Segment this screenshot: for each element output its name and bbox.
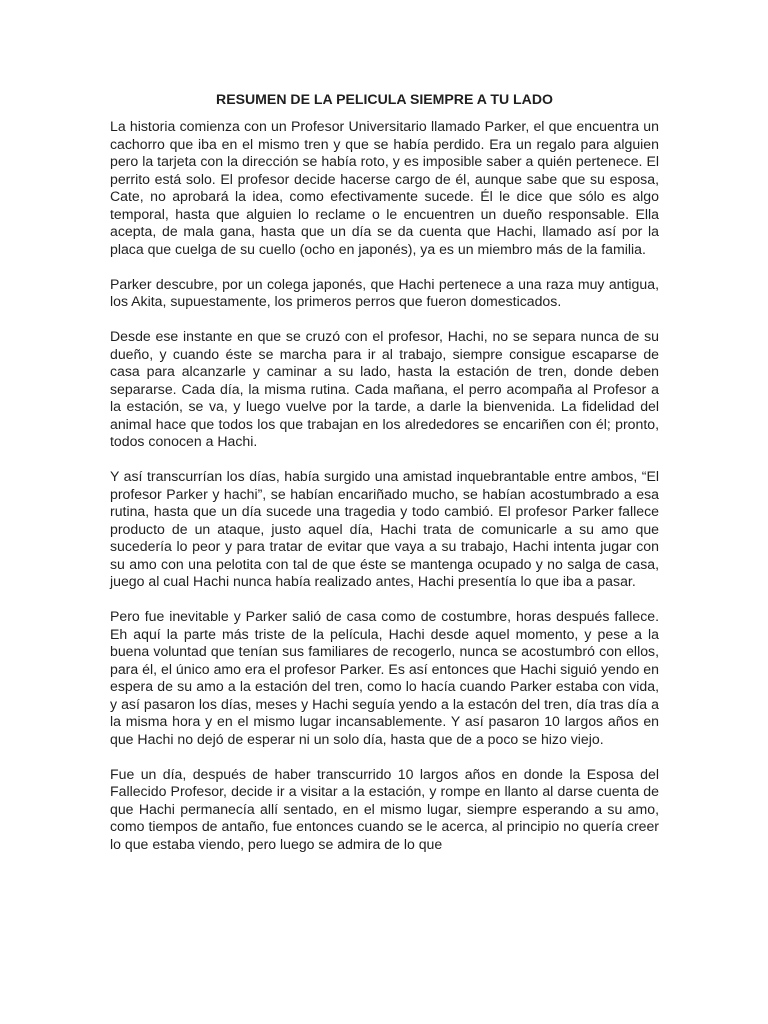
document-title: RESUMEN DE LA PELICULA SIEMPRE A TU LADO [216, 91, 553, 107]
paragraph: Y así transcurrían los días, había surgido una amistad inquebrantable entre ambos, “El profesor Parker y hachi”, se habían encariñado mucho, se habían acostumbrado a esa rutina, hasta que un día sucede una tragedia y todo cambió. El profesor Parker fallece producto de un ataque, justo aquel día, Hachi trata de comunicarle a su amo que sucedería lo peor y para tratar de evitar que vaya a su trabajo, Hachi intenta jugar con su amo con una pelotita con tal de que éste se mantenga ocupado y no salga de casa, juego al cual Hachi nunca había realizado antes, Hachi presentía lo que iba a pasar. [110, 468, 659, 589]
paragraph: La historia comienza con un Profesor Universitario llamado Parker, el que encuentra un cachorro que iba en el mismo tren y que se había perdido. Era un regalo para alguien pero la tarjeta con la dirección se había roto, y es imposible saber a quién pertenece. El perrito está solo. El profesor decide hacerse cargo de él, aunque sabe que su esposa, Cate, no aprobará la idea, como efectivamente sucede. Él le dice que sólo es algo temporal, hasta que alguien lo reclame o le encuentren un dueño responsable. Ella acepta, de mala gana, hasta que un día se da cuenta que Hachi, llamado así por la placa que cuelga de su cuello (ocho en japonés), ya es un miembro más de la familia. [110, 118, 659, 257]
paragraph: Parker descubre, por un colega japonés, que Hachi pertenece a una raza muy antigua, los Akita, supuestamente, los primeros perros que fueron domesticados. [110, 275, 659, 309]
paragraph: Pero fue inevitable y Parker salió de casa como de costumbre, horas después fallece. Eh aquí la parte más triste de la película, Hachi desde aquel momento, y pese a la buena voluntad que tenían sus familiares de recogerlo, nunca se acostumbró con ellos, para él, el único amo era el profesor Parker. Es así entonces que Hachi siguió yendo en espera de su amo a la estación del tren, como lo hacía cuando Parker estaba con vida, y así pasaron los días, meses y Hachi seguía yendo a la estacón del tren, día tras día a la misma hora y en el mismo lugar incansablemente. Y así pasaron 10 largos años en que Hachi no dejó de esperar ni un solo día, hasta que de a poco se hizo viejo. [110, 608, 659, 747]
paragraph: Fue un día, después de haber transcurrido 10 largos años en donde la Esposa del Fallecido Profesor, decide ir a visitar a la estación, y rompe en llanto al darse cuenta de que Hachi permanecía allí sentado, en el mismo lugar, siempre esperando a su amo, como tiempos de antaño, fue entonces cuando se le acerca, al principio no quería creer lo que estaba viendo, pero luego se admira de lo que [110, 765, 659, 852]
document-body [110, 90, 659, 871]
paragraph: Desde ese instante en que se cruzó con el profesor, Hachi, no se separa nunca de su dueño, y cuando éste se marcha para ir al trabajo, siempre consigue escaparse de casa para alcanzarle y caminar a su lado, hasta la estación de tren, donde deben separarse. Cada día, la misma rutina. Cada mañana, el perro acompaña al Profesor a la estación, se va, y luego vuelve por la tarde, a darle la bienvenida. La fidelidad del animal hace que todos los que trabajan en los alrededores se encariñen con él; pronto, todos conocen a Hachi. [110, 328, 659, 449]
